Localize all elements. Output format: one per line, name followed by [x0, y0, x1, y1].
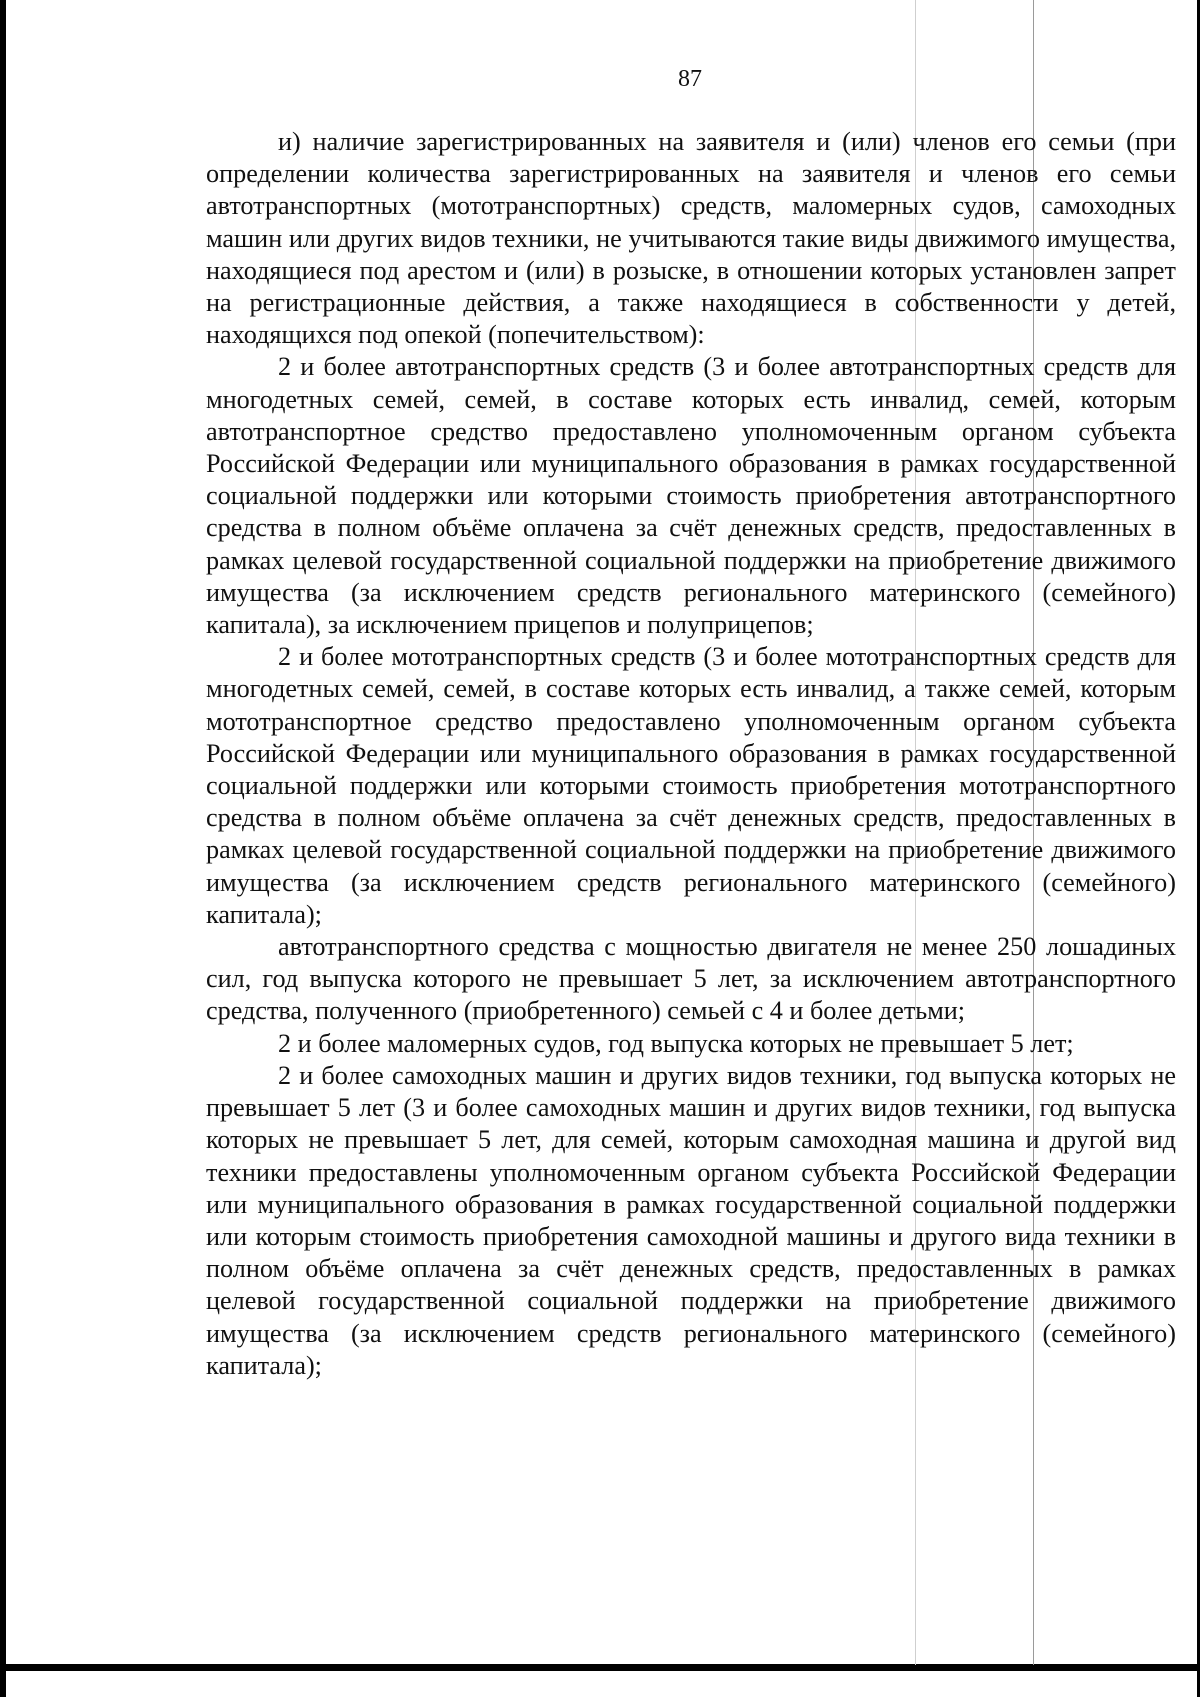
- paragraph-self-propelled-machines: 2 и более самоходных машин и других видов техники, год выпуска которых не превышает 5 лет (3 и более самоходных машин и других видов техники, год выпуска которых не превышает 5 лет, для семей, которым самоходная машина и другой вид техники предоставлены уполномоченным органом субъекта Российской Федерации или муниципального образования в рамках государственной социальной поддержки или которым стоимость приобретения самоходной машины и другого вида техники в полном объёме оплачена за счёт денежных средств, предоставленных в рамках целевой государственной социальной поддержки на приобретение движимого имущества (за исключением средств регионального материнского (семейного) капитала);: [206, 1060, 1176, 1380]
- document-body: [206, 126, 1176, 1382]
- scan-border-left: [0, 0, 6, 1697]
- scan-border-bottom: [0, 1664, 1200, 1671]
- paragraph-small-vessels: 2 и более маломерных судов, год выпуска которых не превышает 5 лет;: [278, 1028, 1074, 1058]
- paragraph-motor-vehicles: 2 и более автотранспортных средств (3 и более автотранспортных средств для многодетных семей, семей, в составе которых есть инвалид, семей, которым автотранспортное средство предоставлено уполномоченным органом субъекта Российской Федерации или муниципального образования в рамках государственной социальной поддержки или которыми стоимость приобретения автотранспортного средства в полном объёме оплачена за счёт денежных средств, предоставленных в рамках целевой государственной социальной поддержки на приобретение движимого имущества (за исключением средств регионального материнского (семейного) капитала), за исключением прицепов и полуприцепов;: [206, 352, 1176, 640]
- page-number: 87: [678, 66, 702, 92]
- paragraph-engine-power: автотранспортного средства с мощностью двигателя не менее 250 лошадиных сил, год выпуска которого не превышает 5 лет, за исключением автотранспортного средства, полученного (приобретенного) семьей с 4 и более детьми;: [206, 932, 1176, 1026]
- paragraph-motorcycles: 2 и более мототранспортных средств (3 и более мототранспортных средств для многодетных семей, семей, в составе которых есть инвалид, а также семей, которым мототранспортное средство предоставлено уполномоченным органом субъекта Российской Федерации или муниципального образования в рамках государственной социальной поддержки или которыми стоимость приобретения мототранспортного средства в полном объёме оплачена за счёт денежных средств, предоставленных в рамках целевой государственной социальной поддержки на приобретение движимого имущества (за исключением средств регионального материнского (семейного) капитала);: [206, 642, 1176, 929]
- paragraph-item-i: и) наличие зарегистрированных на заявителя и (или) членов его семьи (при определении количества зарегистрированных на заявителя и членов его семьи автотранспортных (мототранспортных) средств, маломерных судов, самоходных машин или других видов техники, не учитываются такие виды движимого имущества, находящиеся под арестом и (или) в розыске, в отношении которых установлен запрет на регистрационные действия, а также находящиеся в собственности у детей, находящихся под опекой (попечительством):: [206, 127, 1176, 350]
